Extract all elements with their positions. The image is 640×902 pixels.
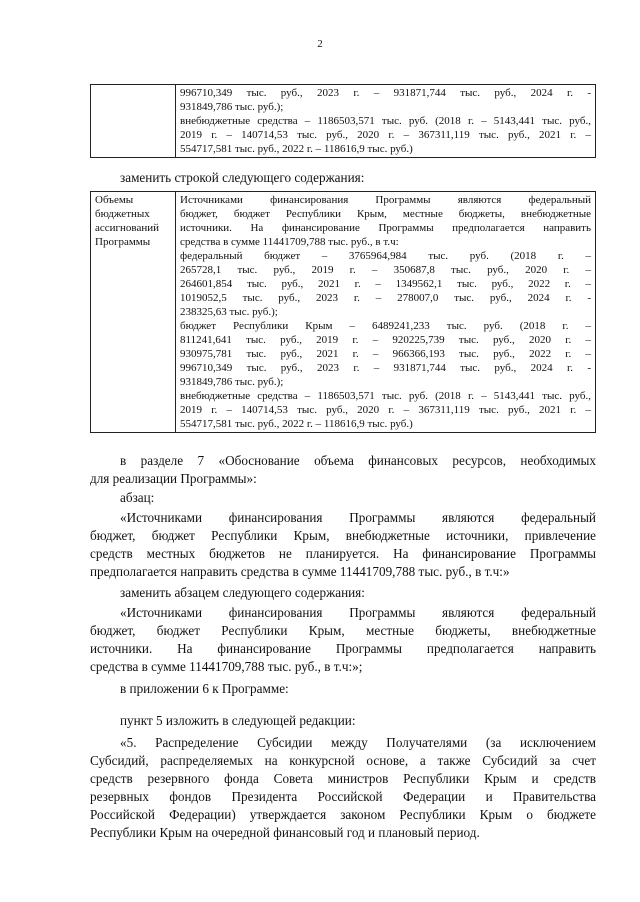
table-line: 238325,63 тыс. руб.);	[180, 306, 278, 318]
abzac-label	[90, 489, 596, 507]
point5-paragraph	[90, 734, 596, 842]
paragraph-line: абзац:	[120, 490, 155, 505]
table-line: 931849,786 тыс. руб.);	[180, 101, 284, 113]
table-line: бюджет Республики Крым – 6489241,233 тыс. руб. (2018 г. –	[180, 320, 591, 332]
paragraph-line: в приложении 6 к Программе:	[120, 681, 289, 696]
label-line: Программы	[95, 236, 151, 248]
paragraph-line: Российской Федерации) утверждается законом Республики Крым о бюджете	[90, 807, 596, 822]
table-line: 265728,1 тыс. руб., 2019 г. – 350687,8 тыс. руб., 2020 г. –	[180, 264, 591, 276]
top-table	[90, 84, 596, 158]
table-line: 554717,581 тыс. руб., 2022 г. – 118616,9 тыс. руб.)	[180, 418, 413, 430]
table-line: Источниками финансирования Программы являются федеральный	[180, 194, 591, 206]
paragraph-line: пункт 5 изложить в следующей редакции:	[120, 713, 356, 728]
table-label-cell	[91, 192, 176, 433]
paragraph-line: Субсидий, распределяемых на конкурсной основе, а также Субсидий за счет	[90, 753, 596, 768]
table-line: 996710,349 тыс. руб., 2023 г. – 931871,744 тыс. руб., 2024 г. -	[180, 362, 591, 374]
table-line: 1019052,5 тыс. руб., 2023 г. – 278007,0 тыс. руб., 2024 г. -	[180, 292, 591, 304]
section7-paragraph	[90, 452, 596, 488]
paragraph-line: «Источниками финансирования Программы являются федеральный	[120, 605, 596, 620]
table-content-cell	[176, 85, 596, 158]
replace-row-instruction	[90, 169, 596, 187]
label-line: бюджетных	[95, 208, 150, 220]
table-line: 811241,641 тыс. руб., 2019 г. – 920225,739 тыс. руб., 2020 г. –	[180, 334, 591, 346]
paragraph-line: в разделе 7 «Обоснование объема финансовых ресурсов, необходимых	[120, 453, 596, 468]
paragraph-line: предполагается направить средства в сумме 11441709,788 тыс. руб., в т.ч:»	[90, 564, 510, 579]
paragraph-line: «5. Распределение Субсидии между Получателями (за исключением	[120, 735, 596, 750]
point5-instruction	[90, 712, 596, 730]
table-line: средства в сумме 11441709,788 тыс. руб., в т.ч:	[180, 236, 399, 248]
appendix6-instruction	[90, 680, 596, 698]
table-line: источники. На финансирование Программы предполагается направить	[180, 222, 591, 234]
table-line: 554717,581 тыс. руб., 2022 г. – 118616,9 тыс. руб.)	[180, 143, 413, 155]
paragraph-line: заменить абзацем следующего содержания:	[120, 585, 365, 600]
table-line: 930975,781 тыс. руб., 2021 г. – 966366,193 тыс. руб., 2022 г. –	[180, 348, 591, 360]
paragraph-line: резервных фондов Президента Российской Федерации и Правительства	[90, 789, 596, 804]
table-content-cell	[176, 192, 596, 433]
table-line: внебюджетные средства – 1186503,571 тыс. руб. (2018 г. – 5143,441 тыс. руб.,	[180, 390, 591, 402]
new-paragraph	[90, 604, 596, 676]
paragraph-line: средств резервного фонда Совета министров Республики Крым и средств	[90, 771, 596, 786]
table-line: бюджет, бюджет Республики Крым, местные бюджеты, внебюджетные	[180, 208, 591, 220]
paragraph-line: Республики Крым на очередной финансовый год и плановый период.	[90, 825, 480, 840]
paragraph-line: средства в сумме 11441709,788 тыс. руб., в т.ч:»;	[90, 659, 363, 674]
table-line: 931849,786 тыс. руб.);	[180, 376, 284, 388]
paragraph-line: средств местных бюджетов не планируется. На финансирование Программы	[90, 546, 596, 561]
page-number: 2	[317, 38, 323, 50]
label-line: Объемы	[95, 194, 134, 206]
replace-abzac-instruction	[90, 584, 596, 602]
paragraph-line: бюджет, бюджет Республики Крым, внебюджетные источники, привлечение	[90, 528, 596, 543]
paragraph-line: «Источниками финансирования Программы являются федеральный	[120, 510, 596, 525]
row-table	[90, 191, 596, 433]
label-line: ассигнований	[95, 222, 160, 234]
paragraph-line: источники. На финансирование Программы предполагается направить	[90, 641, 596, 656]
table-line: федеральный бюджет – 3765964,984 тыс. руб. (2018 г. –	[180, 250, 591, 262]
paragraph-line: бюджет, бюджет Республики Крым, местные бюджеты, внебюджетные	[90, 623, 596, 638]
instruction-text: заменить строкой следующего содержания:	[120, 170, 365, 185]
paragraph-line: для реализации Программы»:	[90, 471, 257, 486]
table-line: 2019 г. – 140714,53 тыс. руб., 2020 г. – 367311,119 тыс. руб., 2021 г. –	[180, 404, 591, 416]
table-row	[91, 85, 596, 158]
table-line: 264601,854 тыс. руб., 2021 г. – 1349562,1 тыс. руб., 2022 г. –	[180, 278, 591, 290]
table-row	[91, 192, 596, 433]
table-line: внебюджетные средства – 1186503,571 тыс. руб. (2018 г. – 5143,441 тыс. руб.,	[180, 115, 591, 127]
table-line: 2019 г. – 140714,53 тыс. руб., 2020 г. – 367311,119 тыс. руб., 2021 г. –	[180, 129, 591, 141]
table-label-cell	[91, 85, 176, 158]
old-paragraph	[90, 509, 596, 581]
table-line: 996710,349 тыс. руб., 2023 г. – 931871,744 тыс. руб., 2024 г. -	[180, 87, 591, 99]
